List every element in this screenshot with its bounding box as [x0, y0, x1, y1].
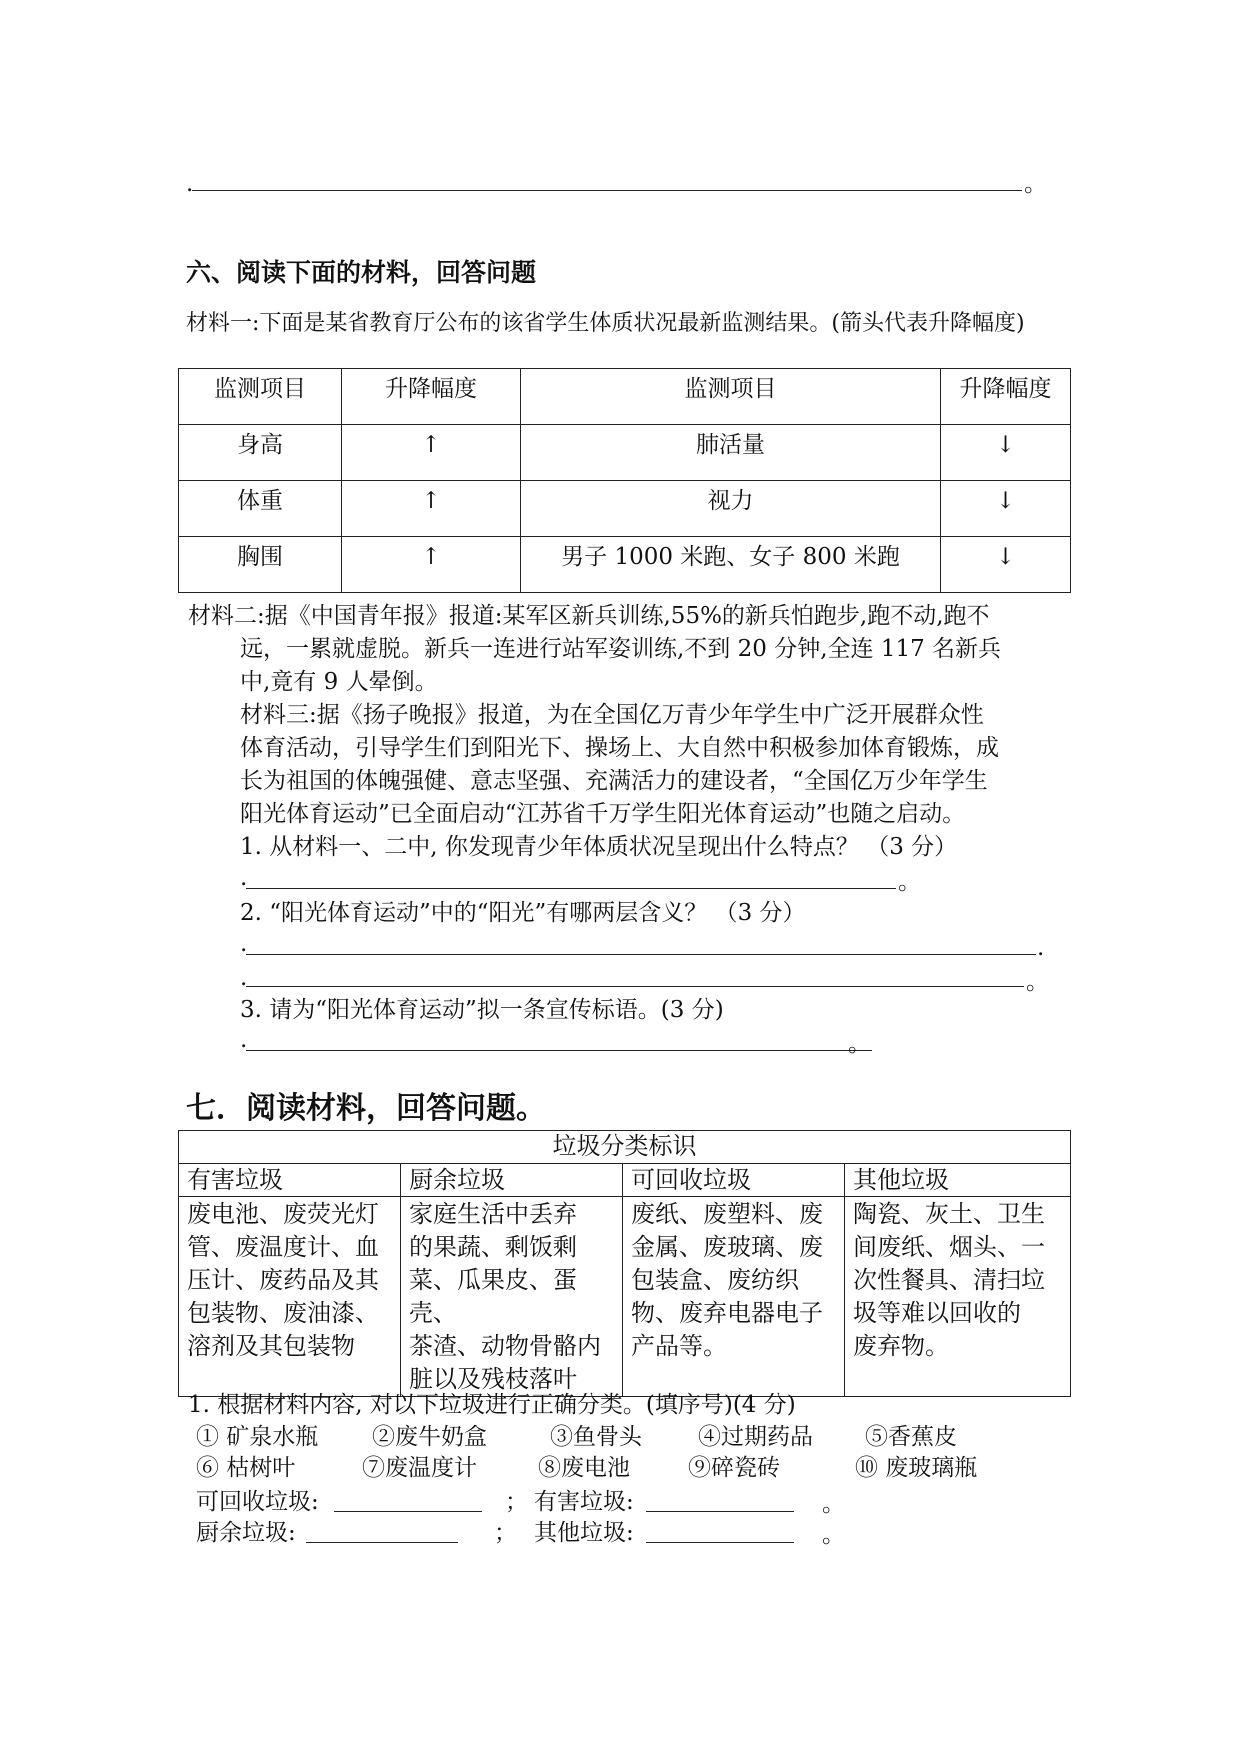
garbage-item: ⑩ 废玻璃瓶	[855, 1455, 978, 1481]
question-2: 2. “阳光体育运动”中的“阳光”有哪两层含义？ （3 分）	[240, 900, 806, 926]
table-header-cell: 升降幅度	[342, 369, 521, 425]
table-cell: 视力	[521, 481, 941, 537]
description-line: 的果蔬、剩饭剩	[409, 1233, 577, 1261]
table-row	[179, 537, 1071, 593]
q2-answer-line-1[interactable]	[246, 954, 1036, 955]
description-line: 废纸、废塑料、废	[631, 1200, 823, 1228]
garbage-item: ⑤香蕉皮	[865, 1424, 957, 1450]
answer-line[interactable]	[192, 190, 1022, 191]
q2-line2-lead: .	[240, 965, 248, 991]
table-cell: 身高	[179, 425, 342, 481]
table-header-cell: 监测项目	[521, 369, 941, 425]
table-cell: ↑	[342, 425, 521, 481]
answer-separator: ；	[494, 1520, 517, 1546]
q3-end: 。	[848, 1031, 871, 1057]
garbage-item: ⑦废温度计	[362, 1455, 477, 1481]
description-line: 间废纸、烟头、一	[853, 1233, 1045, 1261]
table-header-cell: 升降幅度	[941, 369, 1071, 425]
question-1: 1. 从材料一、二中, 你发现青少年体质状况呈现出什么特点？ （3 分）	[240, 834, 958, 860]
description-line: 圾等难以回收的	[853, 1299, 1021, 1327]
q3-answer-line[interactable]	[246, 1050, 872, 1051]
material2-line: 材料二:据《中国青年报》报道:某军区新兵训练,55%的新兵怕跑步,跑不动,跑不	[188, 603, 990, 629]
garbage-item: ③鱼骨头	[550, 1424, 642, 1450]
answer-line-end: 。	[1024, 171, 1047, 197]
category-other: 其他垃圾	[845, 1164, 1071, 1197]
other-label: 其他垃圾:	[534, 1520, 634, 1546]
description-line: 金属、废玻璃、废	[631, 1233, 823, 1261]
description-line: 脏以及残枝落叶	[409, 1365, 577, 1393]
table-cell: ↑	[342, 481, 521, 537]
description-line: 废电池、废荧光灯	[187, 1200, 379, 1228]
description-line: 压计、废药品及其	[187, 1266, 379, 1294]
category-description	[845, 1197, 1071, 1397]
material2-line: 远，一累就虚脱。新兵一连进行站军姿训练,不到 20 分钟,全连 117 名新兵	[240, 636, 1002, 662]
description-line: 包装盒、废纺织	[631, 1266, 799, 1294]
table-row	[179, 481, 1071, 537]
garbage-table	[178, 1130, 1071, 1397]
answer-end: 。	[822, 1522, 845, 1548]
description-line: 茶渣、动物骨骼内	[409, 1332, 601, 1360]
description-line: 菜、瓜果皮、蛋壳、	[409, 1266, 577, 1327]
material3-line: 体育活动，引导学生们到阳光下、操场上、大自然中积极参加体育锻炼，成	[240, 735, 999, 761]
table-title: 垃圾分类标识	[179, 1131, 1071, 1164]
material3-line: 材料三:据《扬子晚报》报道，为在全国亿万青少年学生中广泛开展群众性	[240, 702, 984, 728]
category-harmful: 有害垃圾	[179, 1164, 401, 1197]
table-cell: 胸围	[179, 537, 342, 593]
table-cell: ↓	[941, 481, 1071, 537]
q1-answer-line[interactable]	[246, 888, 896, 889]
table-cell: 体重	[179, 481, 342, 537]
q3-lead: .	[240, 1027, 248, 1053]
material3-line: 阳光体育运动”已全面启动“江苏省千万学生阳光体育运动”也随之启动。	[240, 801, 966, 827]
table-row	[179, 425, 1071, 481]
section6-heading: 六、阅读下面的材料，回答问题	[186, 258, 537, 287]
table-header-row	[179, 369, 1071, 425]
question-3: 3. 请为“阳光体育运动”拟一条宣传标语。(3 分)	[240, 997, 724, 1023]
answer-separator: ；	[505, 1489, 528, 1515]
material3-line: 长为祖国的体魄强健、意志坚强、充满活力的建设者，“全国亿万少年学生	[240, 768, 988, 794]
description-line: 物、废弃电器电子	[631, 1299, 823, 1327]
description-line: 陶瓷、灰土、卫生	[853, 1200, 1045, 1228]
category-description	[401, 1197, 623, 1397]
table-header-cell: 监测项目	[179, 369, 342, 425]
garbage-item: ⑨碎瓷砖	[688, 1455, 780, 1481]
table-cell: ↑	[342, 537, 521, 593]
q2-line1-end: .	[1037, 935, 1045, 961]
material1-text: 材料一:下面是某省教育厅公布的该省学生体质状况最新监测结果。(箭头代表升降幅度)	[186, 311, 1025, 336]
category-description	[179, 1197, 401, 1397]
category-kitchen: 厨余垃圾	[401, 1164, 623, 1197]
kitchen-label: 厨余垃圾:	[196, 1520, 296, 1546]
description-line: 溶剂及其包装物	[187, 1332, 355, 1360]
garbage-item: ②废牛奶盒	[372, 1424, 487, 1450]
table-cell: ↓	[941, 537, 1071, 593]
q1-lead: .	[240, 865, 248, 891]
description-line: 产品等。	[631, 1332, 727, 1360]
answer-line-lead: .	[186, 171, 194, 197]
garbage-item: ⑥ 枯树叶	[196, 1455, 296, 1481]
garbage-item: ⑧废电池	[538, 1455, 630, 1481]
description-line: 管、废温度计、血	[187, 1233, 379, 1261]
section7-question-1: 1. 根据材料内容, 对以下垃圾进行正确分类。(填序号)(4 分)	[188, 1392, 796, 1418]
section7-heading: 七．阅读材料，回答问题。	[186, 1091, 546, 1126]
table-row	[179, 1197, 1071, 1397]
monitoring-table	[178, 368, 1071, 593]
garbage-item: ④过期药品	[698, 1424, 813, 1450]
table-title-row	[179, 1131, 1071, 1164]
description-line: 次性餐具、清扫垃	[853, 1266, 1045, 1294]
q1-end: 。	[898, 869, 921, 895]
category-description	[623, 1197, 845, 1397]
kitchen-answer-line[interactable]	[306, 1542, 458, 1543]
table-cell: 肺活量	[521, 425, 941, 481]
description-line: 包装物、废油漆、	[187, 1299, 379, 1327]
q2-line1-lead: .	[240, 931, 248, 957]
recyclable-answer-line[interactable]	[334, 1511, 482, 1512]
description-line: 家庭生活中丢弃	[409, 1200, 577, 1228]
category-recyclable: 可回收垃圾	[623, 1164, 845, 1197]
table-cell: 男子 1000 米跑、女子 800 米跑	[521, 537, 941, 593]
recyclable-label: 可回收垃圾:	[196, 1489, 319, 1515]
table-cell: ↓	[941, 425, 1071, 481]
table-header-row	[179, 1164, 1071, 1197]
harmful-label: 有害垃圾:	[534, 1489, 634, 1515]
answer-end: 。	[822, 1491, 845, 1517]
q2-line2-end: 。	[1026, 969, 1049, 995]
q2-answer-line-2[interactable]	[246, 986, 1024, 987]
description-line: 废弃物。	[853, 1332, 949, 1360]
other-answer-line[interactable]	[646, 1542, 794, 1543]
harmful-answer-line[interactable]	[646, 1511, 794, 1512]
garbage-item: ① 矿泉水瓶	[196, 1424, 319, 1450]
material2-line: 中,竟有 9 人晕倒。	[240, 669, 438, 695]
